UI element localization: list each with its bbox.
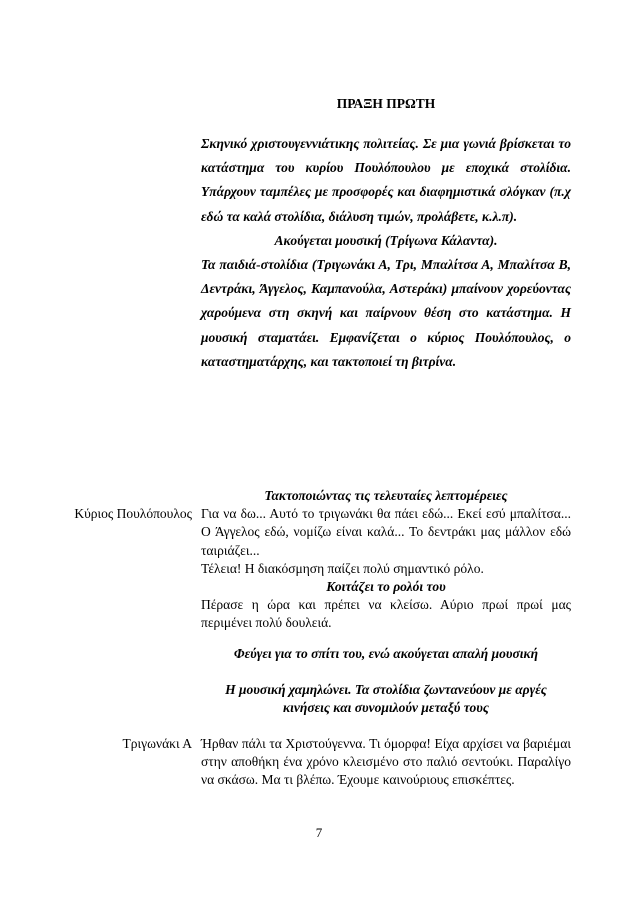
scene-description: Σκηνικό χριστουγεννιάτικης πολιτείας. Σε μια γωνιά βρίσκεται το κατάστημα του κυρίου Πουλόπουλου με εποχικά στολίδια. Υπάρχουν ταμπέλες με προσφορές και διαφημιστικά σλόγκαν (π.χ εδώ τα καλά στολίδια, διάλυση τιμών, προλάβετε, κ.λ.π). <box>201 136 571 224</box>
dialogue-block-1 <box>201 487 571 633</box>
stage-direction: Κοιτάζει το ρολόι του <box>326 579 446 595</box>
dialogue-line: Πέρασε η ώρα και πρέπει να κλείσω. Αύριο πρωί πρωί μας περιμένει πολύ δουλειά. <box>201 597 571 631</box>
stage-directions <box>201 132 571 374</box>
stage-direction: Φεύγει για το σπίτι του, ενώ ακούγεται απαλή μουσική <box>233 646 539 661</box>
dialogue-line: Ήρθαν πάλι τα Χριστούγεννα. Τι όμορφα! Είχα αρχίσει να βαριέμαι στην αποθήκη ένα χρόνο κλεισμένο στο παλιό σεντούκι. Παραλίγο να σκάσω. Μα τι βλέπω. Έχουμε καινούριους επισκέπτες. <box>201 736 571 788</box>
stage-direction: Τακτοποιώντας τις τελευταίες λεπτομέρειες <box>264 488 508 503</box>
stage-direction-awaken <box>201 681 571 717</box>
stage-direction-leaves <box>201 645 571 663</box>
speaker-name: Τριγωνάκι Α <box>122 736 192 751</box>
dialogue-line: Τέλεια! Η διακόσμηση παίζει πολύ σημαντικό ρόλο. <box>201 560 484 576</box>
stage-direction: Η μουσική χαμηλώνει. Τα στολίδια ζωντανεύουν με αργές κινήσεις και συνομιλούν μεταξύ τους <box>225 682 547 716</box>
page-number: 7 <box>315 825 323 840</box>
music-direction: Ακούγεται μουσική (Τρίγωνα Κάλαντα). <box>274 232 498 248</box>
entrance-description: Τα παιδιά-στολίδια (Τριγωνάκι Α, Τρι, Μπαλίτσα Α, Μπαλίτσα Β, Δεντράκι, Άγγελος, Καμπανούλα, Αστεράκι) μπαίνουν χορεύοντας χαρούμενα στη σκηνή και παίρνουν θέση στο κατάστημα. Η μουσική σταματάει. Εμφανίζεται ο κύριος Πουλόπουλος, ο καταστηματάρχης, και τακτοποιεί τη βιτρίνα. <box>201 257 571 369</box>
dialogue-line: Για να δω... Αυτό το τριγωνάκι θα πάει εδώ... Εκεί εσύ μπαλίτσα... Ο Άγγελος εδώ, νομίζω είναι καλά... Το δεντράκι μας μάλλον εδώ ταιριάζει... <box>201 506 571 558</box>
act-title: ΠΡΑΞΗ ΠΡΩΤΗ <box>336 96 436 111</box>
speaker-name: Κύριος Πουλόπουλος <box>74 506 192 521</box>
dialogue-block-2 <box>201 735 571 790</box>
